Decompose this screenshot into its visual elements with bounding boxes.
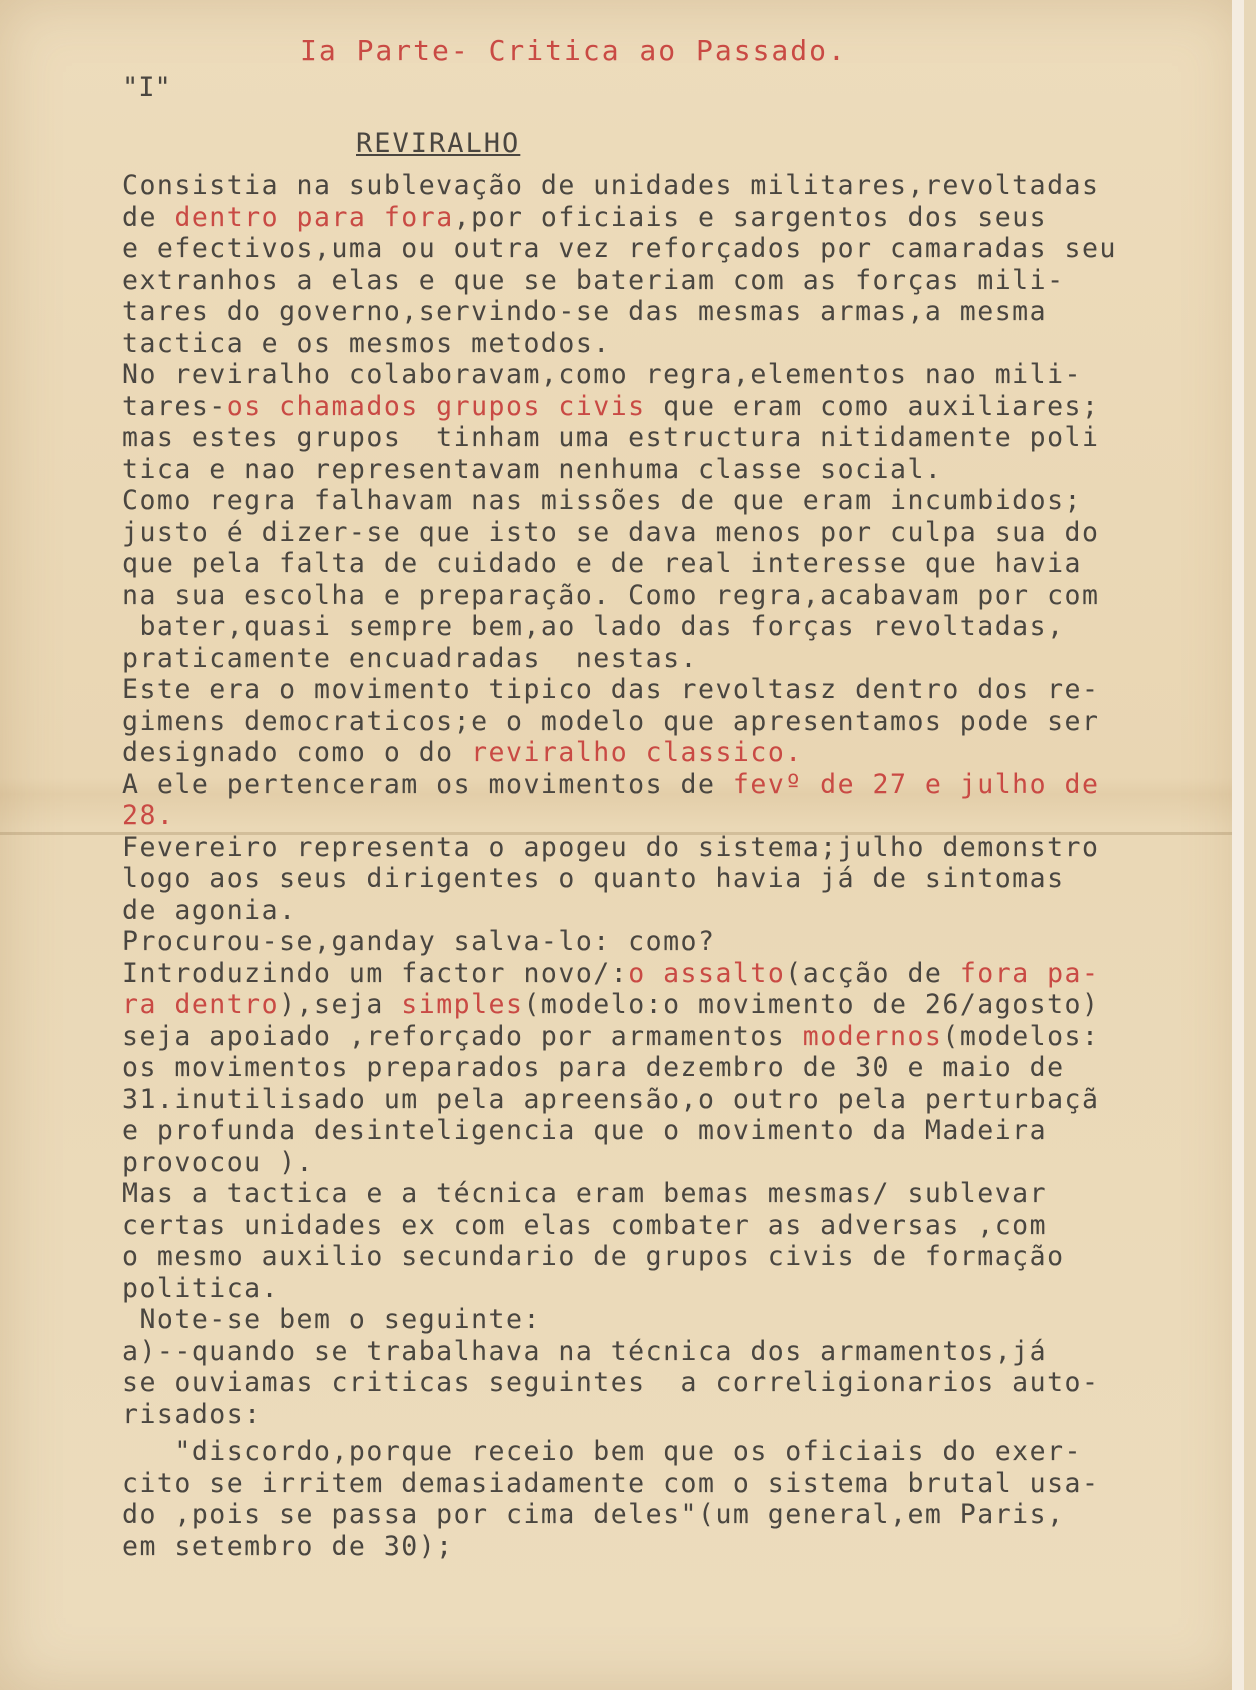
red-text-segment: os chamados grupos civis	[226, 390, 646, 422]
text-line	[122, 485, 1242, 517]
text-line	[122, 1336, 1242, 1368]
text-segment: tares-	[122, 390, 227, 422]
text-segment: Introduzindo um factor novo/:	[122, 957, 629, 989]
text-line	[122, 265, 1242, 297]
text-segment: "discordo,porque receio bem que os oficiais do exer-	[122, 1436, 1082, 1467]
text-segment: e efectivos,uma ou outra vez reforçados por camaradas seu	[122, 233, 1117, 264]
text-line	[122, 832, 1242, 864]
text-line	[122, 1367, 1242, 1399]
text-line	[122, 548, 1242, 580]
text-segment: Este era o movimento tipico das revoltasz dentro dos re-	[122, 674, 1100, 705]
text-segment: provocou ).	[122, 1146, 314, 1178]
text-segment: certas unidades ex com elas combater as adversas ,com	[122, 1209, 1048, 1241]
red-text-segment: dentro para fora	[174, 201, 454, 233]
red-text-segment: 28.	[122, 800, 175, 831]
text-segment: politica.	[122, 1272, 280, 1304]
text-segment: tactica e os mesmos metodos.	[122, 327, 611, 359]
text-line	[122, 296, 1242, 328]
part-header: Ia Parte- Critica ao Passado.	[300, 34, 847, 67]
text-segment: de	[122, 201, 175, 233]
text-segment: de agonia.	[122, 894, 297, 926]
text-line	[122, 1147, 1242, 1179]
text-segment: que eram como auxiliares;	[645, 390, 1100, 422]
text-line	[122, 422, 1242, 454]
text-line	[122, 454, 1242, 486]
red-text-segment: ra dentro	[122, 989, 280, 1020]
text-line	[122, 863, 1242, 895]
text-line	[122, 1273, 1242, 1305]
text-line	[122, 1241, 1242, 1273]
text-segment: e profunda desinteligencia que o movimento da Madeira	[122, 1115, 1048, 1146]
text-line	[122, 1304, 1242, 1336]
text-segment: Como regra falhavam nas missões de que eram incumbidos;	[122, 485, 1082, 516]
text-line	[122, 170, 1242, 202]
text-segment: bater,quasi sempre bem,ao lado das forças revoltadas,	[122, 611, 1065, 642]
text-segment: que pela falta de cuidado e de real interesse que havia	[122, 548, 1082, 579]
text-line	[122, 895, 1242, 927]
red-text-segment: fora pa-	[959, 957, 1100, 989]
text-line	[122, 1531, 1242, 1563]
text-line	[122, 1468, 1242, 1500]
text-segment: gimens democraticos;e o modelo que apresentamos pode ser	[122, 705, 1100, 737]
red-text-segment: fevº de 27 e julho de	[732, 768, 1100, 800]
text-line	[122, 643, 1242, 675]
text-segment: (modelo:o movimento de 26/agosto)	[523, 989, 1100, 1020]
text-line	[122, 1084, 1242, 1116]
text-segment: justo é dizer-se que isto se dava menos por culpa sua do	[122, 516, 1100, 548]
text-segment: No reviralho colaboravam,como regra,elementos nao mili-	[122, 359, 1082, 390]
text-line	[122, 1021, 1242, 1053]
text-segment: ,por oficiais e sargentos dos seus	[453, 201, 1048, 233]
text-line	[122, 706, 1242, 738]
red-text-segment: o assalto	[628, 957, 786, 989]
text-line	[122, 800, 1242, 832]
text-line	[122, 580, 1242, 612]
text-line	[122, 1399, 1242, 1431]
text-line	[122, 1499, 1242, 1531]
text-segment: tares do governo,servindo-se das mesmas armas,a mesma	[122, 296, 1048, 327]
text-segment: na sua escolha e preparação. Como regra,acabavam por com	[122, 579, 1100, 611]
text-segment: (acção de	[785, 957, 960, 989]
text-segment: risados:	[122, 1398, 262, 1430]
text-segment: tica e nao representavam nenhuma classe social.	[122, 453, 943, 485]
text-segment: a)--quando se trabalhava na técnica dos armamentos,já	[122, 1335, 1048, 1367]
text-segment: praticamente encuadradas nestas.	[122, 642, 698, 674]
text-line	[122, 1052, 1242, 1084]
text-segment: designado como o do	[122, 737, 472, 768]
text-line	[122, 611, 1242, 643]
text-segment: ),seja	[279, 989, 402, 1020]
text-segment: os movimentos preparados para dezembro de 30 e maio de	[122, 1052, 1065, 1083]
text-segment: Note-se bem o seguinte:	[122, 1304, 541, 1335]
text-segment: se ouviamas criticas seguintes a correligionarios auto-	[122, 1367, 1100, 1398]
text-line	[122, 1210, 1242, 1242]
text-line	[122, 233, 1242, 265]
text-line	[122, 1178, 1242, 1210]
text-line	[122, 1115, 1242, 1147]
text-line	[122, 517, 1242, 549]
text-segment: cito se irritem demasiadamente com o sistema brutal usa-	[122, 1467, 1100, 1499]
text-segment: Mas a tactica e a técnica eram bemas mesmas/ sublevar	[122, 1178, 1048, 1209]
section-number: "I"	[122, 72, 171, 103]
text-segment: 31.inutilisado um pela apreensão,o outro pela perturbaçã	[122, 1083, 1100, 1115]
text-line	[122, 391, 1242, 423]
text-segment: (modelos:	[942, 1020, 1100, 1052]
text-segment: A ele pertenceram os movimentos de	[122, 768, 733, 800]
text-segment: mas estes grupos tinham uma estructura nitidamente poli	[122, 422, 1100, 453]
text-segment: Procurou-se,ganday salva-lo: como?	[122, 926, 716, 957]
text-segment: do ,pois se passa por cima deles"(um general,em Paris,	[122, 1499, 1065, 1530]
text-line	[122, 359, 1242, 391]
text-segment: Consistia na sublevação de unidades militares,revoltadas	[122, 170, 1100, 201]
text-segment: Fevereiro representa o apogeu do sistema;julho demonstro	[122, 831, 1100, 863]
text-line	[122, 769, 1242, 801]
text-line	[122, 926, 1242, 958]
red-text-segment: reviralho classico.	[471, 737, 803, 768]
text-line	[122, 1436, 1242, 1468]
document-body	[122, 170, 1242, 1562]
text-line	[122, 989, 1242, 1021]
text-segment: extranhos a elas e que se bateriam com as forças mili-	[122, 264, 1065, 296]
text-line	[122, 202, 1242, 234]
section-heading: REVIRALHO	[356, 128, 521, 159]
text-segment: logo aos seus dirigentes o quanto havia já de sintomas	[122, 863, 1065, 894]
red-text-segment: modernos	[802, 1020, 943, 1052]
text-line	[122, 737, 1242, 769]
text-line	[122, 674, 1242, 706]
text-segment: em setembro de 30);	[122, 1530, 454, 1562]
text-line	[122, 328, 1242, 360]
red-text-segment: simples	[401, 989, 524, 1020]
text-segment: o mesmo auxilio secundario de grupos civis de formação	[122, 1241, 1065, 1272]
text-segment: seja apoiado ,reforçado por armamentos	[122, 1020, 803, 1052]
text-line	[122, 958, 1242, 990]
